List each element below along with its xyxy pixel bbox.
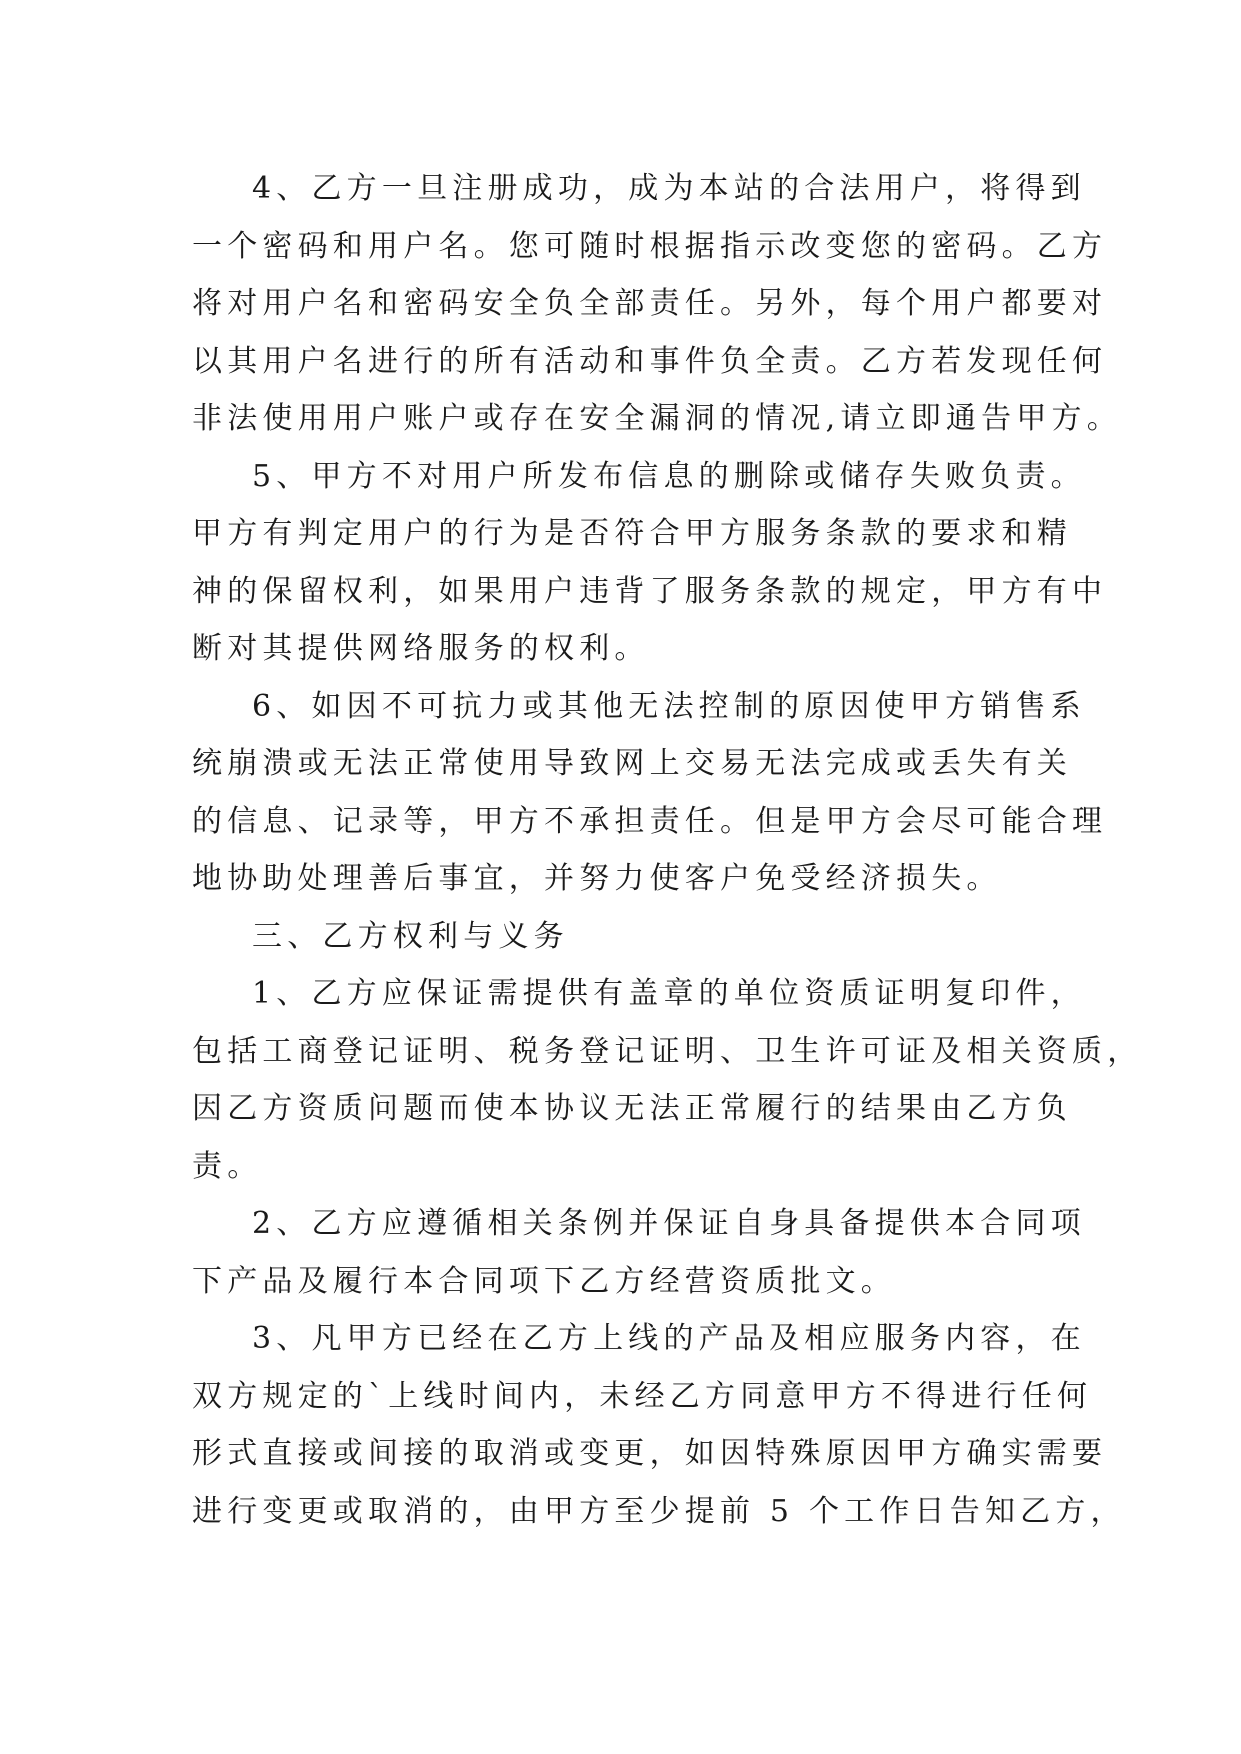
text-line: 双方规定的`上线时间内，未经乙方同意甲方不得进行任何 bbox=[192, 1378, 1093, 1414]
section-heading: 三、乙方权利与义务 bbox=[252, 918, 569, 954]
text-line: 下产品及履行本合同项下乙方经营资质批文。 bbox=[192, 1263, 896, 1299]
text-line: 1、乙方应保证需提供有盖章的单位资质证明复印件， bbox=[252, 976, 1086, 1011]
text-line: 地协助处理善后事宜，并努力使客户免受经济损失。 bbox=[192, 861, 1002, 896]
text-line: 6、如因不可抗力或其他无法控制的原因使甲方销售系 bbox=[252, 688, 1086, 724]
text-line: 进行变更或取消的，由甲方至少提前 5 个工作日告知乙方， bbox=[192, 1493, 1126, 1529]
text-line: 非法使用用户账户或存在安全漏洞的情况,请立即通告甲方。 bbox=[192, 401, 1122, 436]
text-line: 形式直接或间接的取消或变更，如因特殊原因甲方确实需要 bbox=[192, 1436, 1108, 1471]
text-line: 以其用户名进行的所有活动和事件负全责。乙方若发现任何 bbox=[192, 343, 1108, 379]
text-line: 的信息、记录等，甲方不承担责任。但是甲方会尽可能合理 bbox=[192, 803, 1108, 839]
text-line: 4、乙方一旦注册成功，成为本站的合法用户，将得到 bbox=[252, 171, 1086, 206]
document-body bbox=[192, 160, 1143, 1540]
text-line: 责。 bbox=[192, 1148, 263, 1184]
text-line: 5、甲方不对用户所发布信息的删除或储存失败负责。 bbox=[252, 458, 1086, 494]
text-line: 因乙方资质问题而使本协议无法正常履行的结果由乙方负 bbox=[192, 1091, 1072, 1126]
text-line: 统崩溃或无法正常使用导致网上交易无法完成或丢失有关 bbox=[192, 746, 1072, 781]
text-line: 3、凡甲方已经在乙方上线的产品及相应服务内容，在 bbox=[252, 1321, 1086, 1356]
text-line: 将对用户名和密码安全负全部责任。另外，每个用户都要对 bbox=[192, 286, 1108, 321]
text-line: 甲方有判定用户的行为是否符合甲方服务条款的要求和精 bbox=[192, 516, 1072, 551]
text-line: 一个密码和用户名。您可随时根据指示改变您的密码。乙方 bbox=[192, 228, 1108, 264]
text-line: 断对其提供网络服务的权利。 bbox=[192, 631, 650, 666]
text-line: 2、乙方应遵循相关条例并保证自身具备提供本合同项 bbox=[252, 1206, 1086, 1241]
text-line: 神的保留权利，如果用户违背了服务条款的规定，甲方有中 bbox=[192, 573, 1108, 609]
text-line: 包括工商登记证明、税务登记证明、卫生许可证及相关资质， bbox=[192, 1033, 1143, 1069]
